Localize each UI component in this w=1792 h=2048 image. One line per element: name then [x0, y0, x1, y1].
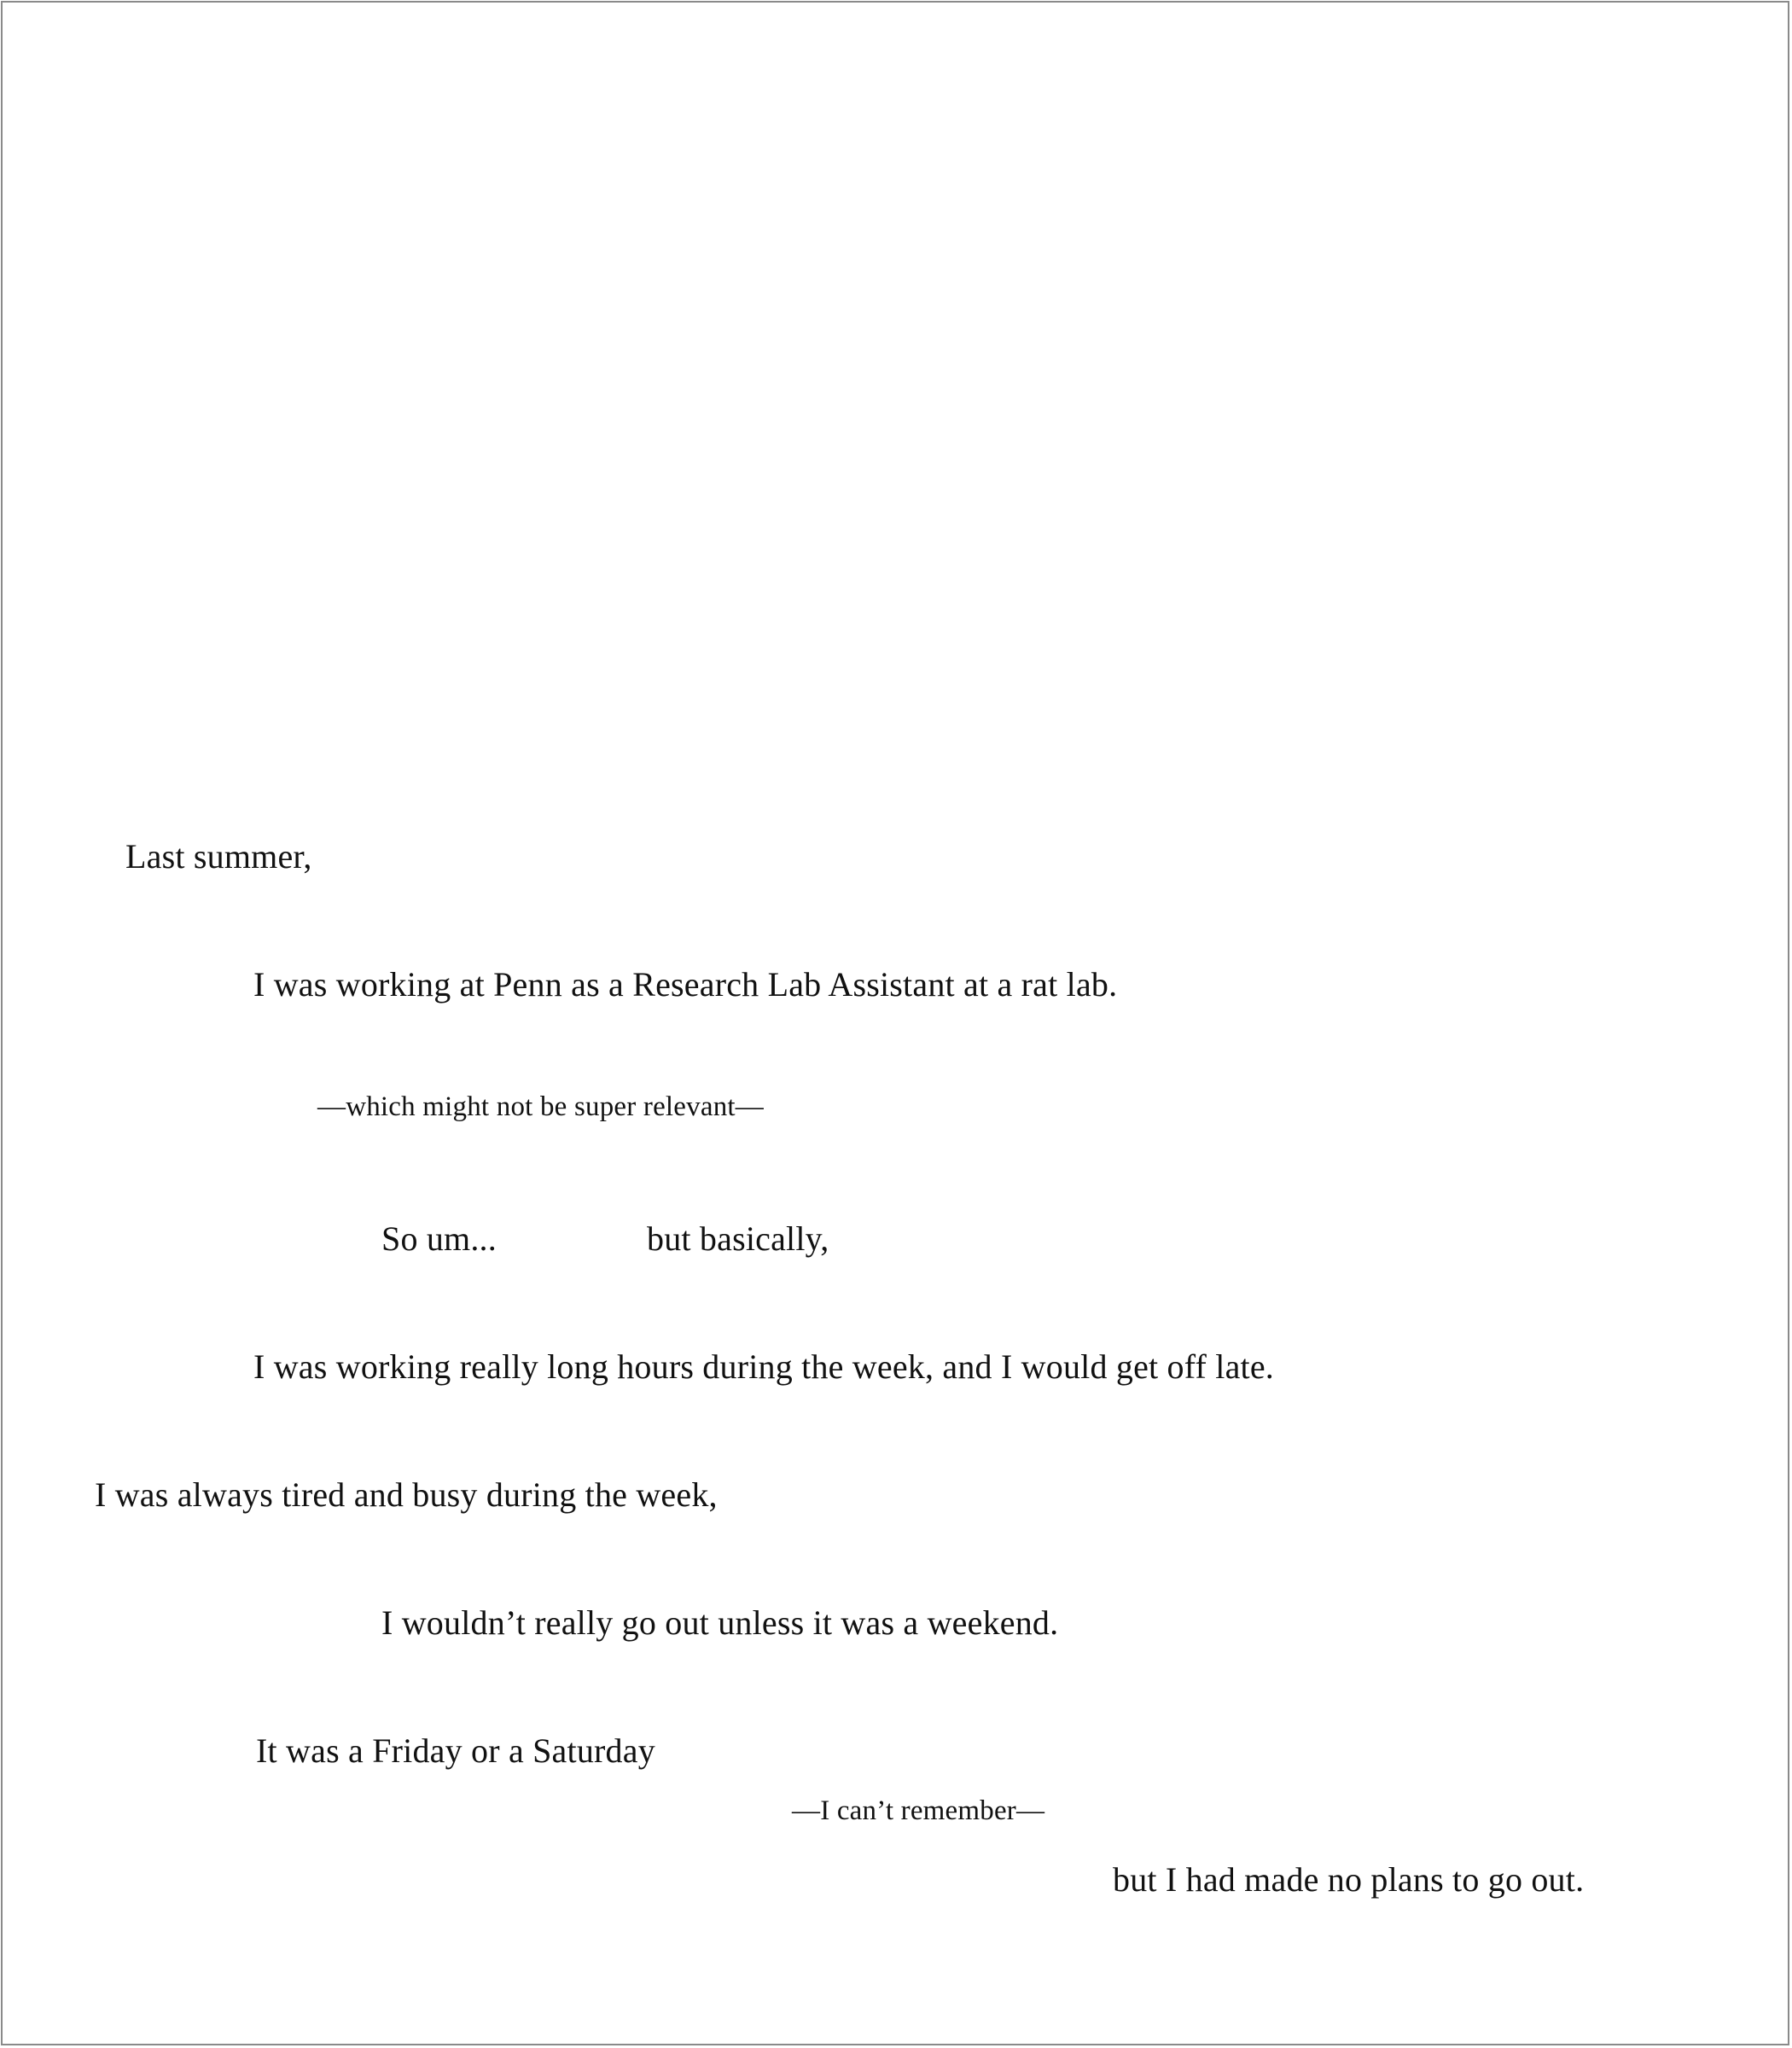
- text-line-last-summer: Last summer,: [125, 837, 312, 876]
- text-line-wouldnt-go-out: I wouldn’t really go out unless it was a weekend.: [381, 1603, 1059, 1642]
- text-line-long-hours: I was working really long hours during the week, and I would get off late.: [253, 1347, 1274, 1386]
- text-line-working-at-penn: I was working at Penn as a Research Lab Assistant at a rat lab.: [253, 965, 1118, 1004]
- text-line-but-basically: but basically,: [647, 1219, 829, 1258]
- aside-not-relevant: —which might not be super relevant—: [317, 1091, 764, 1122]
- text-line-always-tired: I was always tired and busy during the week,: [95, 1475, 718, 1514]
- text-line-friday-or-saturday: It was a Friday or a Saturday: [256, 1731, 655, 1770]
- aside-cant-remember: —I can’t remember—: [792, 1795, 1045, 1826]
- text-line-no-plans: but I had made no plans to go out.: [1113, 1860, 1585, 1899]
- text-line-so-um: So um...: [381, 1219, 497, 1258]
